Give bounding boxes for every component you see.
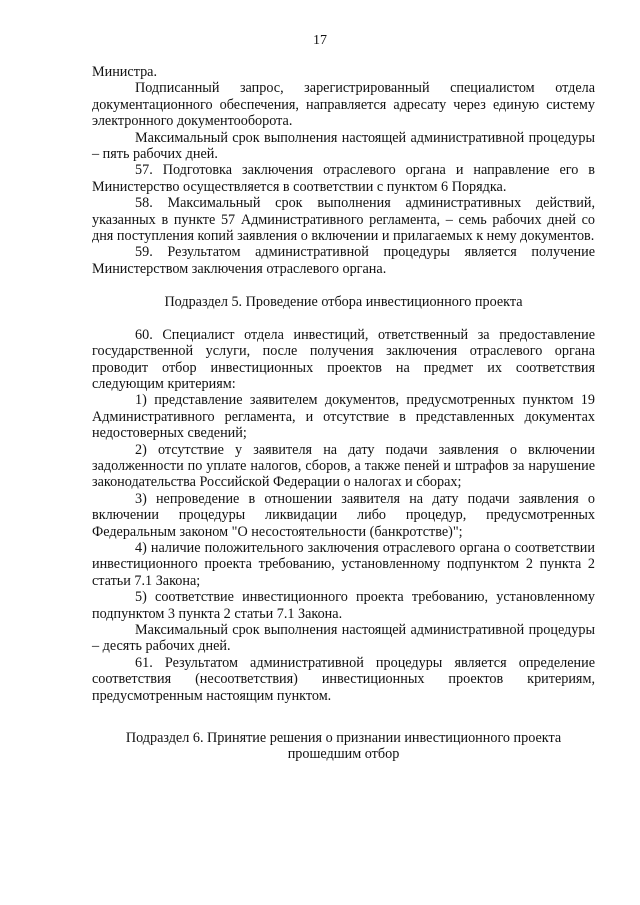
- section-heading: Подраздел 6. Принятие решения о признании инвестиционного проекта: [125, 730, 562, 747]
- section-heading: Подраздел 5. Проведение отбора инвестиционного проекта: [164, 294, 523, 311]
- section-spacer: [92, 277, 595, 294]
- section-spacer: [92, 311, 595, 327]
- paragraph: 57. Подготовка заключения отраслевого органа и направление его в Министерство осуществляется в соответствии с пунктом 6 Порядка.: [92, 162, 595, 195]
- paragraph: 2) отсутствие у заявителя на дату подачи заявления о включении задолженности по уплате налогов, сборов, а также пеней и штрафов за нарушение законодательства Российской Федерации о налогах и сборах;: [92, 441, 595, 491]
- paragraph: Министра.: [92, 64, 158, 80]
- paragraph: 60. Специалист отдела инвестиций, ответственный за предоставление государственной услуги, после получения заключения отраслевого органа проводит отбор инвестиционных проектов на предмет их соответствия следующим критериям:: [92, 326, 595, 392]
- document-body: [92, 64, 595, 763]
- section-spacer: [92, 704, 595, 730]
- paragraph: 5) соответствие инвестиционного проекта требованию, установленному подпунктом 3 пункта 2 статьи 7.1 Закона.: [92, 589, 595, 622]
- paragraph: 3) непроведение в отношении заявителя на дату подачи заявления о включении процедуры ликвидации либо процедур, предусмотренных Федеральным законом "О несостоятельности (банкротстве)";: [92, 490, 595, 540]
- section-heading: прошедшим отбор: [287, 746, 400, 763]
- paragraph: 58. Максимальный срок выполнения административных действий, указанных в пункте 57 Административного регламента, – семь рабочих дней со дня поступления копий заявления о включении и прилагаемых к нему документов.: [92, 195, 595, 245]
- paragraph: Максимальный срок выполнения настоящей административной процедуры – десять рабочих дней.: [92, 622, 595, 655]
- paragraph: 1) представление заявителем документов, предусмотренных пунктом 19 Административного регламента, и отсутствие в представленных документах недостоверных сведений;: [92, 392, 595, 442]
- paragraph: 61. Результатом административной процедуры является определение соответствия (несоответствия) инвестиционных проектов критериям, предусмотренным настоящим пунктом.: [92, 654, 595, 704]
- paragraph: Подписанный запрос, зарегистрированный специалистом отдела документационного обеспечения, направляется адресату через единую систему электронного документооборота.: [92, 80, 595, 130]
- paragraph: 4) наличие положительного заключения отраслевого органа о соответствии инвестиционного проекта требованию, установленному подпунктом 2 пункта 2 статьи 7.1 Закона;: [92, 539, 595, 589]
- paragraph: Максимальный срок выполнения настоящей административной процедуры – пять рабочих дней.: [92, 129, 595, 163]
- page-number: 17: [313, 33, 327, 48]
- paragraph: 59. Результатом административной процедуры является получение Министерством заключения отраслевого органа.: [92, 244, 595, 277]
